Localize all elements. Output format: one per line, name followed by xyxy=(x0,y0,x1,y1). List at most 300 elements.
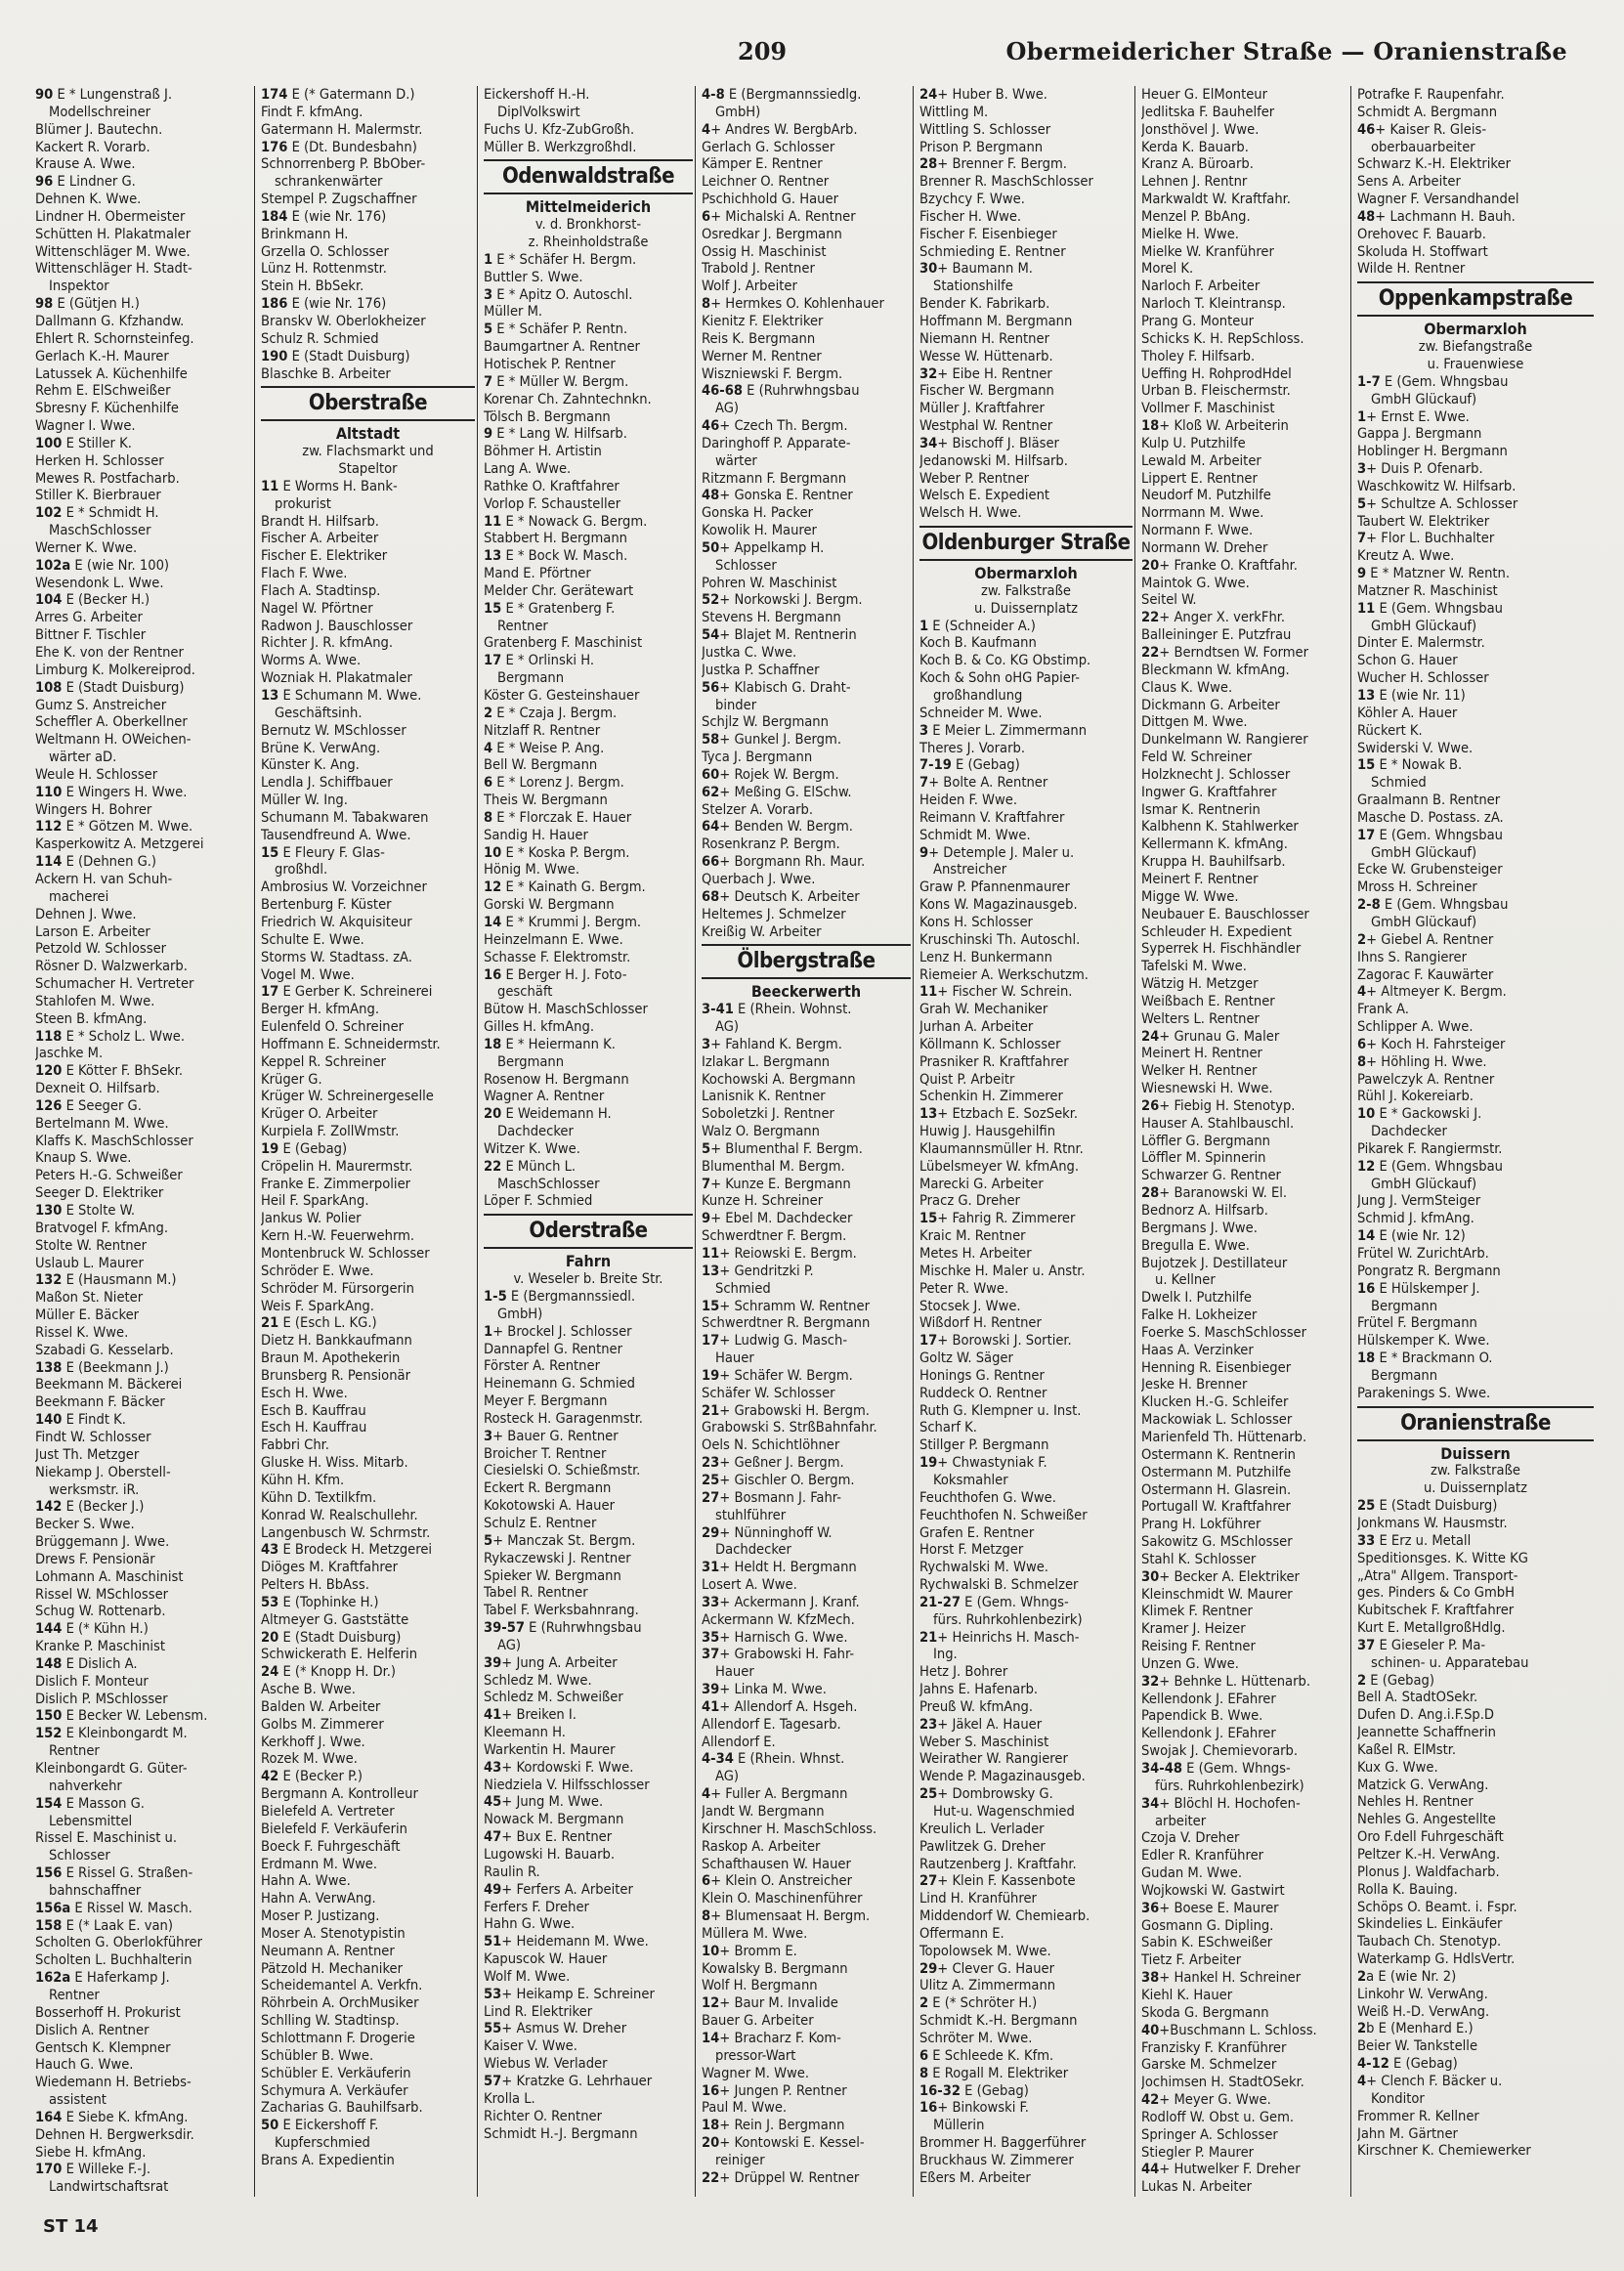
entry-text: Daringhoff P. Apparate- xyxy=(702,434,851,451)
entry-text: Schmidt A. Bergmann xyxy=(1357,103,1498,120)
entry-text: Gudan M. Wwe. xyxy=(1141,1864,1243,1882)
resident-entry xyxy=(261,1454,475,1472)
entry-text: + Brockel J. Schlosser xyxy=(492,1322,632,1340)
house-number: 29 xyxy=(702,1523,720,1541)
entry-text: Dislich P. MSchlosser xyxy=(35,1690,168,1707)
house-entry xyxy=(35,818,252,836)
entry-text: binder xyxy=(715,696,757,713)
house-number: 68 xyxy=(702,887,720,905)
house-number: 7-19 xyxy=(919,756,952,774)
house-entry xyxy=(1357,495,1594,513)
house-entry xyxy=(261,1541,475,1559)
resident-entry xyxy=(1141,1551,1348,1568)
entry-text: E Worms H. Bank- xyxy=(278,477,398,494)
entry-text: E * Müller W. Bergm. xyxy=(492,372,629,390)
resident-entry xyxy=(1141,1620,1348,1638)
resident-entry xyxy=(1357,1550,1594,1567)
resident-entry xyxy=(1357,914,1594,931)
entry-text: E * Orlinski H. xyxy=(501,652,595,669)
entry-text: Migge W. Wwe. xyxy=(1141,887,1239,905)
resident-entry xyxy=(919,1611,1133,1629)
entry-text: Justka C. Wwe. xyxy=(702,644,797,661)
house-entry xyxy=(702,1646,911,1663)
entry-text: Bzychcy F. Wwe. xyxy=(919,191,1025,208)
resident-entry xyxy=(1141,801,1348,819)
house-number: 184 xyxy=(261,207,288,225)
entry-text: Koch B. Kaufmann xyxy=(919,634,1037,652)
entry-text: Kramer J. Heizer xyxy=(1141,1620,1246,1638)
entry-text: Fischer W. Bergmann xyxy=(919,382,1054,400)
resident-entry xyxy=(1141,575,1348,592)
entry-text: Stevens H. Bergmann xyxy=(702,609,841,626)
resident-entry xyxy=(702,504,911,522)
entry-text: E Weidemann H. xyxy=(501,1105,612,1123)
entry-text: pressor-Wart xyxy=(715,2046,796,2064)
entry-text: E * Krummi J. Bergm. xyxy=(501,913,642,930)
entry-text: Schwarz K.-H. Elektriker xyxy=(1357,155,1511,173)
entry-text: E * Schäfer P. Rentn. xyxy=(492,321,628,338)
entry-text: Rodloff W. Obst u. Gem. xyxy=(1141,2108,1295,2125)
entry-text: Hahn A. Wwe. xyxy=(261,1872,351,1890)
entry-text: Springer A. Schlosser xyxy=(1141,2125,1278,2143)
entry-text: + Norkowski J. Bergm. xyxy=(719,591,863,609)
entry-text: + Clench F. Bäcker u. xyxy=(1366,2072,1503,2089)
entry-text: Esch H. Kauffrau xyxy=(261,1419,367,1436)
resident-entry xyxy=(1141,1202,1348,1220)
entry-text: + Appelkamp H. xyxy=(719,538,825,556)
resident-entry xyxy=(702,1314,911,1332)
house-number: 108 xyxy=(35,678,63,696)
house-number: 16 xyxy=(919,2099,938,2117)
house-number: 20 xyxy=(1141,556,1160,574)
entry-text: Vollmer F. Maschinist xyxy=(1141,400,1275,417)
entry-text: Ruth G. Klempner u. Inst. xyxy=(919,1401,1082,1419)
resident-entry xyxy=(484,1672,693,1690)
entry-text: + Benden W. Bergm. xyxy=(719,818,853,836)
house-number: 8 xyxy=(1357,1052,1367,1070)
entry-text: + Hermkes O. Kohlenhauer xyxy=(710,295,884,313)
house-entry xyxy=(702,208,911,226)
resident-entry xyxy=(261,896,475,914)
entry-text: Buttler S. Wwe. xyxy=(484,268,583,285)
entry-text: Hotischek P. Rentner xyxy=(484,355,616,372)
entry-text: Osredkar J. Bergmann xyxy=(702,225,842,242)
resident-entry xyxy=(1357,243,1594,261)
house-entry xyxy=(484,1933,693,1950)
resident-entry xyxy=(261,1350,475,1367)
house-number: 17 xyxy=(1357,826,1376,843)
house-entry xyxy=(702,853,911,871)
entry-text: Ulitz A. Zimmermann xyxy=(919,1977,1056,1994)
resident-entry xyxy=(1357,226,1594,243)
resident-entry xyxy=(1141,2144,1348,2162)
entry-text: + Ackermann J. Kranf. xyxy=(719,1593,860,1610)
entry-text: Bosserhoff H. Prokurist xyxy=(35,2003,181,2021)
resident-entry xyxy=(919,1314,1133,1332)
house-entry xyxy=(261,1629,475,1647)
entry-text: + Ernst E. Wwe. xyxy=(1366,407,1470,425)
resident-entry xyxy=(1357,1515,1594,1532)
house-number: 13 xyxy=(484,547,502,565)
entry-text: Losert A. Wwe. xyxy=(702,1576,797,1594)
resident-entry xyxy=(702,1734,911,1751)
house-entry xyxy=(1357,600,1594,618)
entry-text: + Heidemann M. Wwe. xyxy=(501,1933,649,1950)
entry-text: Parakenings S. Wwe. xyxy=(1357,1384,1491,1401)
house-number: 32 xyxy=(1141,1672,1160,1690)
entry-text: + Binkowski F. xyxy=(937,2099,1029,2117)
entry-text: Kalbhenn K. Stahlwerker xyxy=(1141,818,1299,836)
entry-text: Tafelski M. Wwe. xyxy=(1141,958,1247,975)
entry-text: Soboletzki J. Rentner xyxy=(702,1105,834,1123)
house-entry xyxy=(702,1943,911,1960)
entry-text: + Borgmann Rh. Maur. xyxy=(719,853,866,871)
entry-text: Schmidt H.-J. Bergmann xyxy=(484,2124,638,2142)
entry-text: + Schultze A. Schlosser xyxy=(1366,494,1518,512)
resident-entry xyxy=(35,697,252,714)
entry-text: + Grabowski H. Bergm. xyxy=(719,1401,870,1419)
entry-text: Müller B. WerkzgroßhdI. xyxy=(484,138,637,155)
house-entry xyxy=(1141,2022,1348,2039)
entry-text: Stocsek J. Wwe. xyxy=(919,1297,1021,1314)
entry-text: Czoja V. Dreher xyxy=(1141,1829,1240,1847)
entry-text: Weißbach E. Rentner xyxy=(1141,992,1275,1009)
entry-text: Dehnen K. Wwe. xyxy=(35,191,142,208)
entry-text: + Jäkel A. Hauer xyxy=(937,1715,1043,1733)
column-7 xyxy=(1350,86,1594,2197)
entry-text: Sens A. Arbeiter xyxy=(1357,173,1461,191)
entry-text: Meyer F. Bergmann xyxy=(484,1393,608,1410)
resident-entry xyxy=(484,443,693,460)
entry-text: Jochimsen H. StadtOSekr. xyxy=(1141,2074,1304,2091)
resident-entry xyxy=(261,652,475,669)
house-number: 25 xyxy=(702,1471,720,1488)
house-entry xyxy=(702,626,911,644)
resident-entry xyxy=(35,1446,252,1464)
entry-text: Lenz H. Bunkermann xyxy=(919,948,1052,965)
resident-entry xyxy=(1141,1324,1348,1342)
entry-text: + Brenner F. Bergm. xyxy=(937,155,1067,173)
entry-text: Kochowski A. Bergmann xyxy=(702,1070,856,1088)
entry-text: Wagner I. Wwe. xyxy=(35,417,136,435)
house-entry xyxy=(919,1629,1133,1647)
house-entry xyxy=(1357,1497,1594,1515)
resident-entry xyxy=(1141,2178,1348,2196)
resident-entry xyxy=(261,495,475,513)
entry-text: + Gischler O. Bergm. xyxy=(719,1471,855,1488)
resident-entry xyxy=(919,669,1133,687)
entry-text: E (Gebag) xyxy=(1366,1671,1434,1689)
entry-text: Kasperkowitz A. Metzgerei xyxy=(35,836,204,853)
resident-entry xyxy=(1357,1933,1594,1950)
resident-entry xyxy=(702,801,911,819)
entry-text: + Koch H. Fahrsteiger xyxy=(1366,1035,1506,1052)
entry-text: E (* Gatermann D.) xyxy=(287,86,415,103)
resident-entry xyxy=(261,1245,475,1263)
house-entry xyxy=(702,1140,911,1158)
resident-entry xyxy=(1141,1133,1348,1150)
resident-entry xyxy=(919,470,1133,488)
entry-text: Allendorf E. Tagesarb. xyxy=(702,1715,841,1733)
resident-entry xyxy=(484,1899,693,1916)
resident-entry xyxy=(35,1516,252,1533)
entry-text: Schlipper A. Wwe. xyxy=(1357,1018,1474,1036)
resident-entry xyxy=(1141,906,1348,923)
resident-entry xyxy=(702,575,911,592)
resident-entry xyxy=(261,600,475,618)
district-heading: Altstadt xyxy=(335,424,401,444)
resident-entry xyxy=(702,348,911,365)
house-entry xyxy=(702,417,911,435)
resident-entry xyxy=(1357,1619,1594,1637)
resident-entry xyxy=(484,104,693,121)
entry-text: Gerlach K.-H. Maurer xyxy=(35,347,169,364)
resident-entry xyxy=(1357,1741,1594,1759)
entry-text: Gluske H. Wiss. Mitarb. xyxy=(261,1454,408,1472)
entry-text: arbeiter xyxy=(1155,1812,1207,1829)
resident-entry xyxy=(1357,2003,1594,2021)
entry-text: E Eickershoff F. xyxy=(278,2117,379,2134)
entry-text: Maintok G. Wwe. xyxy=(1141,574,1250,591)
entry-text: Kirschner H. MaschSchloss. xyxy=(702,1820,877,1837)
entry-text: Marienfeld Th. Hüttenarb. xyxy=(1141,1428,1307,1445)
entry-text: Meinert H. Rentner xyxy=(1141,1045,1262,1062)
house-number: 46-68 xyxy=(702,382,743,400)
entry-text: Scholten G. Oberlokführer xyxy=(35,1934,203,1951)
house-entry xyxy=(484,600,693,618)
house-number: 34 xyxy=(919,434,938,451)
entry-text: Richter J. R. kfmAng. xyxy=(261,634,394,652)
house-number: 51 xyxy=(484,1933,502,1950)
house-entry xyxy=(261,1594,475,1611)
house-entry xyxy=(702,539,911,557)
house-number: 150 xyxy=(35,1707,63,1725)
resident-entry xyxy=(702,609,911,626)
resident-entry xyxy=(484,1915,693,1933)
entry-text: Schledz M. Wwe. xyxy=(484,1671,592,1689)
entry-text: Blümer J. Bautechn. xyxy=(35,120,163,138)
resident-entry xyxy=(484,983,693,1001)
resident-entry xyxy=(1141,853,1348,871)
entry-text: Theres J. Vorarb. xyxy=(919,739,1026,756)
house-entry xyxy=(702,295,911,313)
entry-text: Dachdecker xyxy=(715,1541,791,1559)
entry-text: E Dislich A. xyxy=(62,1654,138,1672)
entry-text: Hetz J. Bohrer xyxy=(919,1663,1008,1681)
entry-text: Vorlop F. Schausteller xyxy=(484,494,621,512)
entry-text: + Manczak St. Bergm. xyxy=(492,1531,636,1549)
house-entry xyxy=(484,1654,693,1672)
house-entry xyxy=(1357,1227,1594,1245)
resident-entry xyxy=(1141,1010,1348,1028)
entry-text: Wilde H. Rentner xyxy=(1357,260,1466,278)
entry-text: Weiß H.-D. VerwAng. xyxy=(1357,2002,1490,2020)
entry-text: Oels N. Schichtlöhner xyxy=(702,1436,840,1454)
entry-text: + Boese E. Maurer xyxy=(1159,1899,1279,1916)
entry-text: Schulte E. Wwe. xyxy=(261,930,364,948)
entry-text: Schumann M. Tabakwaren xyxy=(261,808,429,826)
resident-entry xyxy=(35,278,252,295)
house-entry xyxy=(484,652,693,669)
entry-text: AG) xyxy=(715,1018,740,1036)
entry-text: + Kontowski E. Kessel- xyxy=(719,2134,865,2152)
entry-text: E (Dt. Bundesbahn) xyxy=(287,138,417,155)
entry-text: Masche D. Postass. zA. xyxy=(1357,808,1504,826)
resident-entry xyxy=(702,749,911,766)
entry-text: Kühn D. Textilkfm. xyxy=(261,1488,377,1506)
entry-text: E * Lang W. Hilfsarb. xyxy=(492,425,627,443)
entry-text: + Bischoff J. Bläser xyxy=(937,434,1059,451)
house-entry xyxy=(484,425,693,443)
entry-text: E (wie Nr. 11) xyxy=(1375,687,1466,704)
entry-text: + Ludwig G. Masch- xyxy=(719,1332,848,1350)
house-number: 43 xyxy=(261,1541,279,1559)
entry-text: Richter O. Rentner xyxy=(484,2107,602,2124)
resident-entry xyxy=(484,1515,693,1532)
entry-text: Sbresny F. Küchenhilfe xyxy=(35,400,179,417)
entry-text: + Schramm W. Rentner xyxy=(719,1297,870,1314)
resident-entry xyxy=(919,1734,1133,1751)
house-number: 4 xyxy=(1357,2072,1367,2089)
entry-text: Lippert E. Rentner xyxy=(1141,469,1258,487)
resident-entry xyxy=(702,713,911,731)
entry-text: + Rojek W. Bergm. xyxy=(719,765,839,783)
house-number: 4-34 xyxy=(702,1750,734,1768)
entry-text: E (wie Nr. 176) xyxy=(287,295,387,313)
resident-entry xyxy=(702,2065,911,2082)
resident-entry xyxy=(261,1123,475,1140)
resident-entry xyxy=(1141,958,1348,975)
resident-entry xyxy=(1357,705,1594,722)
entry-text: Bergmans J. Wwe. xyxy=(1141,1219,1258,1236)
resident-entry xyxy=(484,1445,693,1463)
house-entry xyxy=(702,1210,911,1227)
street-heading: Oppenkampstraße xyxy=(1357,281,1594,317)
entry-text: E Erz u. Metall xyxy=(1375,1531,1472,1549)
house-number: 2 xyxy=(1357,2020,1367,2037)
resident-entry xyxy=(35,2144,252,2162)
entry-text: Brüne K. VerwAng. xyxy=(261,739,381,756)
resident-entry xyxy=(1141,1411,1348,1429)
resident-entry xyxy=(702,1925,911,1943)
resident-entry xyxy=(261,1210,475,1227)
resident-entry xyxy=(35,1010,252,1028)
entry-text: Kellendonk J. EFahrer xyxy=(1141,1690,1276,1707)
entry-text: Wingers H. Bohrer xyxy=(35,800,152,818)
resident-entry xyxy=(1141,1481,1348,1499)
house-entry xyxy=(35,1655,252,1673)
resident-entry xyxy=(484,1550,693,1567)
house-entry xyxy=(702,1750,911,1768)
resident-entry xyxy=(261,121,475,139)
entry-text: Lohmann A. Maschinist xyxy=(35,1567,184,1585)
resident-entry xyxy=(35,539,252,557)
resident-entry xyxy=(702,1977,911,1994)
resident-entry xyxy=(261,2065,475,2082)
house-entry xyxy=(1141,1184,1348,1202)
entry-text: Gappa J. Bergmann xyxy=(1357,425,1482,443)
entry-text: Wagner F. Versandhandel xyxy=(1357,191,1519,208)
resident-entry xyxy=(702,1803,911,1821)
entry-text: Grah W. Mechaniker xyxy=(919,1001,1048,1018)
house-number: 1 xyxy=(919,617,929,634)
resident-entry xyxy=(1357,949,1594,966)
house-entry xyxy=(919,983,1133,1001)
entry-text: Bertelmann M. Wwe. xyxy=(35,1114,169,1132)
entry-text: Grabowski S. StrßBahnfahr. xyxy=(702,1419,877,1436)
entry-text: Holzknecht J. Schlosser xyxy=(1141,765,1291,783)
house-entry xyxy=(702,591,911,609)
house-number: 102a xyxy=(35,556,71,574)
house-entry xyxy=(484,1706,693,1724)
resident-entry xyxy=(702,522,911,539)
entry-text: Dinter E. Malermstr. xyxy=(1357,634,1485,652)
entry-text: Pikarek F. Rangiermstr. xyxy=(1357,1139,1503,1157)
resident-entry xyxy=(35,1778,252,1795)
entry-text: GmbH Glückauf) xyxy=(1371,843,1477,861)
resident-entry xyxy=(261,2082,475,2100)
entry-text: Hönig M. Wwe. xyxy=(484,861,580,878)
house-number: 49 xyxy=(484,1880,502,1898)
resident-entry xyxy=(1141,104,1348,121)
resident-entry xyxy=(261,1994,475,2012)
entry-text: Ostermann H. Glasrein. xyxy=(1141,1480,1292,1498)
entry-text: Beekmann F. Bäcker xyxy=(35,1393,165,1411)
resident-entry xyxy=(702,2152,911,2169)
entry-text: Kraic M. Rentner xyxy=(919,1227,1026,1245)
entry-text: Findt F. kfmAng. xyxy=(261,103,363,120)
entry-text: Schjlz W. Bergmann xyxy=(702,713,829,731)
entry-text: + Kratzke G. Lehrhauer xyxy=(501,2072,653,2089)
entry-text: Bleckmann W. kfmAng. xyxy=(1141,661,1290,678)
entry-text: Rosenow H. Bergmann xyxy=(484,1070,629,1088)
entry-text: Wagner A. Rentner xyxy=(484,1088,605,1105)
entry-text: Fuchs U. Kfz-ZubGroßh. xyxy=(484,120,635,138)
resident-entry xyxy=(1357,1584,1594,1602)
entry-text: Lind R. Elektriker xyxy=(484,2002,593,2020)
entry-text: Weltmann H. OWeichen- xyxy=(35,731,192,749)
entry-text: fürs. Ruhrkohlenbezirk) xyxy=(933,1610,1083,1628)
entry-text: Klimek F. Rentner xyxy=(1141,1603,1253,1620)
resident-entry xyxy=(484,1123,693,1140)
resident-entry xyxy=(1141,1080,1348,1097)
entry-text: Brandt H. Hilfsarb. xyxy=(261,512,379,530)
resident-entry xyxy=(702,330,911,348)
entry-text: Eulenfeld O. Schreiner xyxy=(261,1018,405,1036)
entry-text: + Heinrichs H. Masch- xyxy=(937,1628,1080,1646)
entry-text: Rosteck H. Garagenmstr. xyxy=(484,1409,643,1427)
resident-entry xyxy=(484,2037,693,2055)
resident-entry xyxy=(919,2012,1133,2030)
house-number: 42 xyxy=(261,1768,279,1785)
entry-text: Wätzig H. Metzger xyxy=(1141,975,1259,993)
entry-text: Peters H.-G. Schweißer xyxy=(35,1167,183,1184)
entry-text: + Berndtsen W. Former xyxy=(1159,644,1309,661)
entry-text: Wucher H. Schlosser xyxy=(1357,669,1489,687)
house-entry xyxy=(261,208,475,226)
resident-entry xyxy=(484,121,693,139)
house-number: 3 xyxy=(484,1427,493,1444)
entry-text: Nitzlaff R. Rentner xyxy=(484,721,601,739)
entry-text: Rathke O. Kraftfahrer xyxy=(484,477,620,494)
entry-text: + Michalski A. Rentner xyxy=(710,207,856,225)
house-number: 21 xyxy=(702,1401,720,1419)
entry-text: DiplVolkswirt xyxy=(497,103,580,120)
entry-text: E (Beekmann J.) xyxy=(62,1358,169,1376)
entry-text: Jedlitska F. Bauhelfer xyxy=(1141,103,1275,120)
resident-entry xyxy=(1357,774,1594,792)
entry-text: Metes H. Arbeiter xyxy=(919,1245,1032,1262)
